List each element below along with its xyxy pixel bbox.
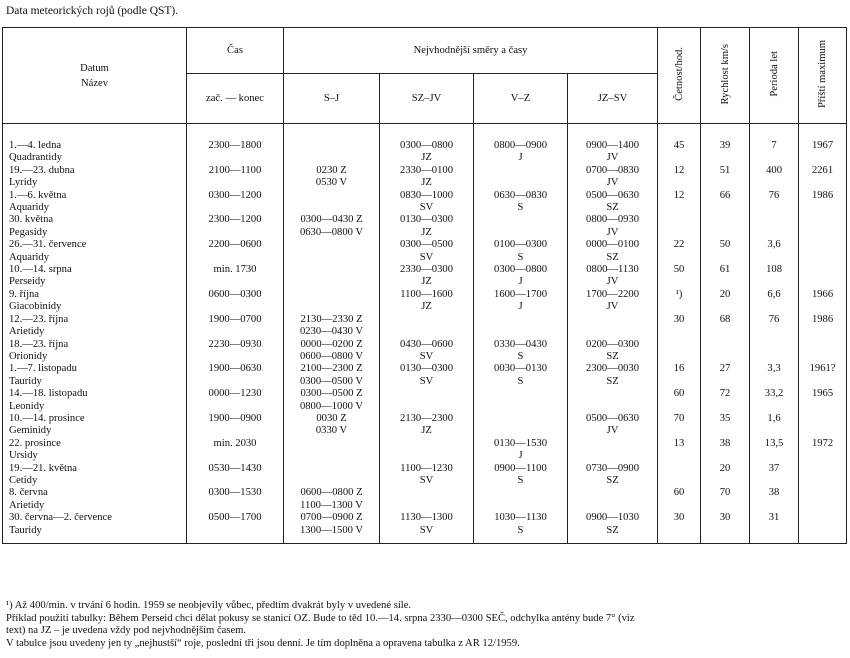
cell-dir-vz: 0030—0130 S	[474, 363, 568, 388]
cell-frequency	[658, 214, 701, 239]
cell-dir-jzsv: 0800—1130 JV	[568, 264, 658, 289]
cell-speed	[701, 214, 750, 239]
cell-frequency: 12	[658, 165, 701, 190]
header-name: Název	[80, 77, 109, 89]
cell-period: 6,6	[750, 289, 799, 314]
cell-dir-jzsv: 0000—0100 SZ	[568, 239, 658, 264]
cell-date-name: 9. října Giacobinidy	[3, 289, 187, 314]
cell-speed: 38	[701, 438, 750, 463]
cell-dir-vz: 1600—1700 J	[474, 289, 568, 314]
cell-dir-vz	[474, 413, 568, 438]
cell-speed: 20	[701, 463, 750, 488]
cell-dir-vz	[474, 165, 568, 190]
cell-period	[750, 214, 799, 239]
table-row	[3, 314, 847, 339]
header-time-sub: zač. — konec	[187, 74, 284, 124]
table-row	[3, 438, 847, 463]
cell-dir-jzsv	[568, 388, 658, 413]
cell-dir-vz	[474, 487, 568, 512]
cell-speed: 66	[701, 190, 750, 215]
cell-dir-jzsv: 1700—2200 JV	[568, 289, 658, 314]
cell-dir-sj: 0230 Z 0530 V	[284, 165, 380, 190]
cell-dir-sj	[284, 289, 380, 314]
table-row	[3, 124, 847, 165]
footnote-3: text) na JZ – je uvedena vždy pod nejvhodnějším časem.	[6, 625, 247, 637]
cell-frequency: ¹)	[658, 289, 701, 314]
cell-speed: 27	[701, 363, 750, 388]
cell-dir-szjv: 0130—0300 SV	[380, 363, 474, 388]
cell-dir-vz	[474, 214, 568, 239]
cell-next-maximum: 1961?	[799, 363, 847, 388]
table-row	[3, 463, 847, 488]
cell-date-name: 22. prosince Ursidy	[3, 438, 187, 463]
cell-frequency: 45	[658, 124, 701, 165]
cell-period: 108	[750, 264, 799, 289]
table-row	[3, 289, 847, 314]
table-row	[3, 512, 847, 543]
cell-dir-vz	[474, 388, 568, 413]
table-row	[3, 487, 847, 512]
cell-speed: 51	[701, 165, 750, 190]
cell-dir-szjv: 0300—0800 JZ	[380, 124, 474, 165]
cell-date-name: 8. června Arietidy	[3, 487, 187, 512]
cell-next-maximum: 1965	[799, 388, 847, 413]
cell-dir-sj	[284, 438, 380, 463]
cell-frequency: 16	[658, 363, 701, 388]
cell-period	[750, 339, 799, 364]
cell-next-maximum	[799, 463, 847, 488]
header-speed: Rychlost km/s	[701, 28, 750, 124]
cell-speed: 30	[701, 512, 750, 543]
cell-dir-szjv	[380, 487, 474, 512]
table-row	[3, 239, 847, 264]
cell-time: 2100—1100	[187, 165, 284, 190]
cell-dir-sj: 2130—2330 Z 0230—0430 V	[284, 314, 380, 339]
cell-date-name: 14.—18. listopadu Leonidy	[3, 388, 187, 413]
cell-frequency: 60	[658, 487, 701, 512]
cell-dir-vz: 1030—1130 S	[474, 512, 568, 543]
table-row	[3, 214, 847, 239]
table-body	[3, 124, 847, 544]
cell-next-maximum	[799, 214, 847, 239]
cell-dir-jzsv: 0500—0630 SZ	[568, 190, 658, 215]
cell-dir-sj	[284, 463, 380, 488]
cell-dir-sj: 0030 Z 0330 V	[284, 413, 380, 438]
cell-period: 7	[750, 124, 799, 165]
cell-speed: 72	[701, 388, 750, 413]
cell-next-maximum: 2261	[799, 165, 847, 190]
cell-period: 13,5	[750, 438, 799, 463]
table-row	[3, 339, 847, 364]
cell-dir-vz: 0800—0900 J	[474, 124, 568, 165]
cell-date-name: 12.—23. října Arietidy	[3, 314, 187, 339]
header-frequency: Četnost/hod.	[658, 28, 701, 124]
cell-dir-jzsv	[568, 438, 658, 463]
cell-dir-szjv: 1130—1300 SV	[380, 512, 474, 543]
cell-dir-szjv: 0830—1000 SV	[380, 190, 474, 215]
cell-dir-vz: 0330—0430 S	[474, 339, 568, 364]
cell-period: 3,3	[750, 363, 799, 388]
cell-dir-sj: 0000—0200 Z 0600—0800 V	[284, 339, 380, 364]
cell-next-maximum	[799, 512, 847, 543]
cell-period: 31	[750, 512, 799, 543]
cell-time: min. 1730	[187, 264, 284, 289]
cell-frequency: 12	[658, 190, 701, 215]
cell-date-name: 30. června—2. července Tauridy	[3, 512, 187, 543]
meteor-shower-table	[2, 27, 847, 544]
cell-next-maximum	[799, 413, 847, 438]
cell-time: 1900—0700	[187, 314, 284, 339]
cell-speed: 20	[701, 289, 750, 314]
cell-dir-sj: 2100—2300 Z 0300—0500 V	[284, 363, 380, 388]
header-next-maximum: Příští maximum	[799, 28, 847, 124]
cell-dir-szjv	[380, 388, 474, 413]
cell-next-maximum: 1966	[799, 289, 847, 314]
cell-frequency	[658, 339, 701, 364]
cell-dir-vz: 0630—0830 S	[474, 190, 568, 215]
table-row	[3, 264, 847, 289]
header-time: Čas	[187, 28, 284, 74]
cell-speed: 35	[701, 413, 750, 438]
header-directions: Nejvhodnější směry a časy	[284, 28, 658, 74]
cell-frequency: 30	[658, 314, 701, 339]
cell-speed: 50	[701, 239, 750, 264]
cell-dir-jzsv: 2300—0030 SZ	[568, 363, 658, 388]
cell-dir-szjv: 0130—0300 JZ	[380, 214, 474, 239]
cell-dir-sj	[284, 264, 380, 289]
cell-period: 3,6	[750, 239, 799, 264]
cell-period: 76	[750, 190, 799, 215]
cell-period: 400	[750, 165, 799, 190]
cell-date-name: 10.—14. prosince Geminidy	[3, 413, 187, 438]
cell-next-maximum	[799, 339, 847, 364]
cell-date-name: 19.—21. května Cetidy	[3, 463, 187, 488]
cell-period: 33,2	[750, 388, 799, 413]
footnote-2: Příklad použití tabulky: Během Perseid chci dělat pokusy se stanicí OZ. Bude to těd 10.—14. srpna 2330—0300 SEČ, odchylka antény bude 7° (viz	[6, 612, 635, 624]
header-date: Datum	[80, 62, 109, 74]
cell-time: 0000—1230	[187, 388, 284, 413]
cell-next-maximum: 1986	[799, 314, 847, 339]
cell-dir-sj: 0300—0430 Z 0630—0800 V	[284, 214, 380, 239]
cell-frequency: 22	[658, 239, 701, 264]
cell-next-maximum	[799, 239, 847, 264]
cell-dir-szjv: 0430—0600 SV	[380, 339, 474, 364]
cell-time: 0530—1430	[187, 463, 284, 488]
cell-period: 37	[750, 463, 799, 488]
header-dir-sj: S–J	[284, 74, 380, 124]
cell-date-name: 19.—23. dubna Lyridy	[3, 165, 187, 190]
cell-frequency: 30	[658, 512, 701, 543]
table-row	[3, 363, 847, 388]
cell-period: 38	[750, 487, 799, 512]
cell-date-name: 1.—6. května Aquaridy	[3, 190, 187, 215]
table-row	[3, 165, 847, 190]
cell-dir-jzsv: 0500—0630 JV	[568, 413, 658, 438]
cell-dir-szjv: 2330—0100 JZ	[380, 165, 474, 190]
cell-time: 2230—0930	[187, 339, 284, 364]
cell-time: 1900—0630	[187, 363, 284, 388]
cell-dir-jzsv: 0900—1400 JV	[568, 124, 658, 165]
cell-date-name: 30. května Pegasidy	[3, 214, 187, 239]
cell-dir-szjv: 0300—0500 SV	[380, 239, 474, 264]
cell-time: 0300—1200	[187, 190, 284, 215]
cell-next-maximum: 1986	[799, 190, 847, 215]
table-caption: Data meteorických rojů (podle QST).	[6, 5, 179, 17]
table-row	[3, 190, 847, 215]
cell-dir-jzsv: 0700—0830 JV	[568, 165, 658, 190]
cell-time: 2300—1200	[187, 214, 284, 239]
cell-dir-vz: 0130—1530 J	[474, 438, 568, 463]
cell-next-maximum	[799, 487, 847, 512]
cell-speed	[701, 339, 750, 364]
cell-dir-sj: 0700—0900 Z 1300—1500 V	[284, 512, 380, 543]
cell-time: 1900—0900	[187, 413, 284, 438]
cell-dir-jzsv: 0800—0930 JV	[568, 214, 658, 239]
cell-dir-szjv	[380, 314, 474, 339]
cell-frequency	[658, 463, 701, 488]
cell-dir-sj	[284, 190, 380, 215]
cell-speed: 70	[701, 487, 750, 512]
cell-next-maximum: 1967	[799, 124, 847, 165]
cell-dir-sj: 0300—0500 Z 0800—1000 V	[284, 388, 380, 413]
cell-dir-jzsv: 0200—0300 SZ	[568, 339, 658, 364]
cell-dir-sj	[284, 124, 380, 165]
cell-time: 2300—1800	[187, 124, 284, 165]
cell-dir-vz: 0900—1100 S	[474, 463, 568, 488]
cell-next-maximum	[799, 264, 847, 289]
cell-dir-szjv: 1100—1230 SV	[380, 463, 474, 488]
cell-date-name: 1.—4. ledna Quadrantidy	[3, 124, 187, 165]
cell-time: 0600—0300	[187, 289, 284, 314]
cell-dir-jzsv	[568, 314, 658, 339]
cell-dir-jzsv	[568, 487, 658, 512]
cell-frequency: 13	[658, 438, 701, 463]
cell-dir-sj: 0600—0800 Z 1100—1300 V	[284, 487, 380, 512]
cell-speed: 68	[701, 314, 750, 339]
footnotes	[6, 600, 846, 650]
table-row	[3, 388, 847, 413]
cell-date-name: 10.—14. srpna Perseidy	[3, 264, 187, 289]
header-dir-jzsv: JZ–SV	[568, 74, 658, 124]
cell-time: 0300—1530	[187, 487, 284, 512]
cell-dir-szjv: 1100—1600 JZ	[380, 289, 474, 314]
cell-dir-vz: 0100—0300 S	[474, 239, 568, 264]
header-date-name	[3, 28, 187, 124]
cell-next-maximum: 1972	[799, 438, 847, 463]
footnote-1: ¹) Až 400/min. v trvání 6 hodin. 1959 se neobjevily vůbec, předtím dvakrát byly v uvedené síle.	[6, 600, 412, 611]
cell-dir-vz: 0300—0800 J	[474, 264, 568, 289]
cell-dir-jzsv: 0900—1030 SZ	[568, 512, 658, 543]
cell-dir-jzsv: 0730—0900 SZ	[568, 463, 658, 488]
cell-date-name: 18.—23. října Orionidy	[3, 339, 187, 364]
cell-date-name: 1.—7. listopadu Tauridy	[3, 363, 187, 388]
cell-speed: 39	[701, 124, 750, 165]
footnote-4: V tabulce jsou uvedeny jen ty „nejhustší“ roje, poslední tři jsou denní. Je tím doplněna a opravena tabulka z AR 12/1959.	[6, 637, 520, 649]
cell-period: 1,6	[750, 413, 799, 438]
cell-dir-sj	[284, 239, 380, 264]
cell-dir-szjv: 2130—2300 JZ	[380, 413, 474, 438]
cell-dir-szjv	[380, 438, 474, 463]
header-dir-vz: V–Z	[474, 74, 568, 124]
cell-time: 2200—0600	[187, 239, 284, 264]
cell-time: 0500—1700	[187, 512, 284, 543]
cell-dir-szjv: 2330—0300 JZ	[380, 264, 474, 289]
cell-dir-vz	[474, 314, 568, 339]
cell-date-name: 26.—31. července Aquaridy	[3, 239, 187, 264]
cell-speed: 61	[701, 264, 750, 289]
cell-frequency: 70	[658, 413, 701, 438]
table-row	[3, 413, 847, 438]
header-dir-szjv: SZ–JV	[380, 74, 474, 124]
cell-time: min. 2030	[187, 438, 284, 463]
cell-frequency: 60	[658, 388, 701, 413]
header-period: Perioda let	[750, 28, 799, 124]
cell-period: 76	[750, 314, 799, 339]
cell-frequency: 50	[658, 264, 701, 289]
